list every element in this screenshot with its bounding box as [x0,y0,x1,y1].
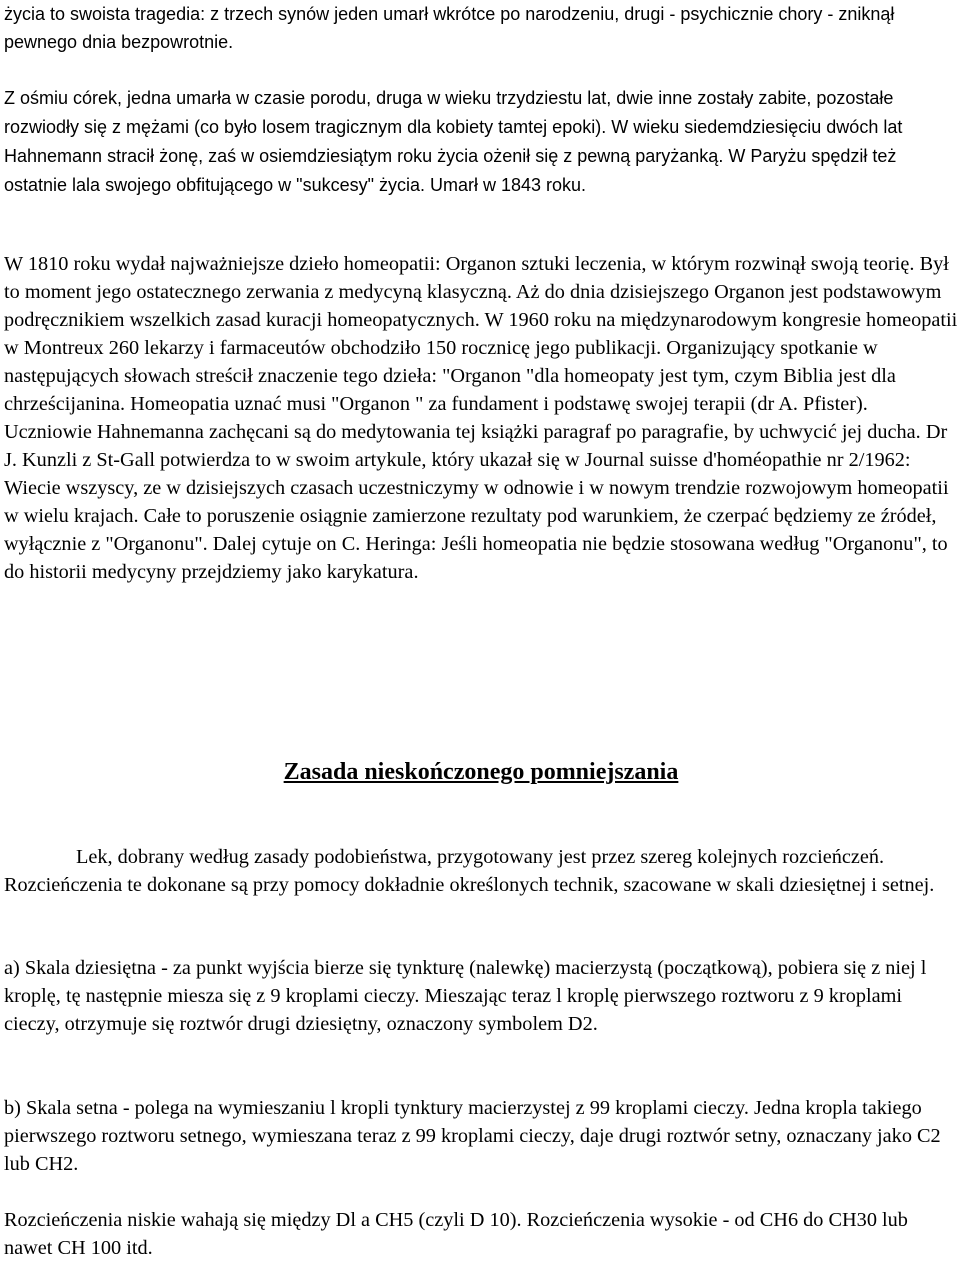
paragraph-centesimal-scale [4,1094,958,1178]
paragraph-text-sans: Z ośmiu córek, jedna umarła w czasie porodu, druga w wieku trzydziestu lat, dwie inne zostały zabite, pozostałe rozwiodły się z mężami (co było losem tragicznym dla kobiety tamtej epoki). [4,88,894,137]
paragraph-decimal-scale [4,954,958,1038]
paragraph-text: Rozcieńczenia niskie wahają się między Dl a CH5 (czyli D 10). Rozcieńczenia wysokie - od CH6 do CH30 lub nawet CH 100 itd. [4,1209,908,1259]
paragraph-family-tragedy [4,0,958,56]
paragraph-text-continued: W wieku siedemdziesięciu dwóch lat Hahnemann stracił żonę, zaś w osiemdziesiątym roku życia ożenił się z pewną paryżanką. W Paryżu spędził też ostatnie lala swojego obfitującego w "sukcesy" życia. Umarł w 1843 roku. [4,117,903,195]
section-heading: Zasada nieskończonego pomniejszania [283,759,679,785]
paragraph-text: a) Skala dziesiętna - za punkt wyjścia bierze się tynkturę (nalewkę) macierzystą (początkową), pobiera się z niej l kroplę, tę następnie miesza się z 9 kroplami cieczy. Mieszając teraz l kroplę pierwszego roztworu z 9 kroplami cieczy, otrzymuje się roztwór drugi dziesiętny, oznaczony symbolem D2. [4,957,927,1035]
paragraph-dilution-ranges [4,1206,958,1262]
paragraph-text: W 1810 roku wydał najważniejsze dzieło homeopatii: Organon sztuki leczenia, w którym rozwinął swoją teorię. Był to moment jego ostatecznego zerwania z medycyną klasyczną. Aż do dnia dzisiejszego Organon jest podstawowym podręcznikiem wszelkich zasad kuracji homeopatycznych. W 1960 roku na międzynarodowym kongresie homeopatii w Montreux 260 lekarzy i farmaceutów obchodziło 150 rocznicę jego publikacji. Organizujący spotkanie w następujących słowach streścił znaczenie tego dzieła: "Organon "dla homeopaty jest tym, czym Biblia jest dla chrześcijanina. Homeopatia uznać musi "Organon " za fundament i podstawę swojej terapii (dr A. Pfister). Uczniowie Hahnemanna zachęcani są do medytowania tej książki paragraf po paragrafie, by uchwycić jej ducha. Dr J. Kunzli z St-Gall potwierdza to w swoim artykule, który ukazał się w Journal suisse d'homéopathie nr 2/1962: Wiecie wszyscy, ze w dzisiejszych czasach uczestniczymy w odnowie i w nowym trendzie rozwojowym homeopatii w wielu krajach. Całe to poruszenie osiągnie zamierzone rezultaty pod warunkiem, że czerpać będziemy ze źródeł, wyłącznie z "Organonu". Dalej cytuje on C. Heringa: Jeśli homeopatia nie będzie stosowana według "Organonu", to do historii medycyny przejdziemy jako karykatura. [4,253,958,583]
paragraph-text: życia to swoista tragedia: z trzech synów jeden umarł wkrótce po narodzeniu, drugi - psychicznie chory - zniknął pewnego dnia bezpowrotnie. [4,4,895,52]
paragraph-organon [4,250,958,586]
paragraph-daughters [4,84,958,200]
paragraph-text: Lek, dobrany według zasady podobieństwa, przygotowany jest przez szereg kolejnych rozcieńczeń. Rozcieńczenia te dokonane są przy pomocy dokładnie określonych technik, szacowane w skali dziesiętnej i setnej. [4,846,935,896]
paragraph-text: b) Skala setna - polega na wymieszaniu l kropli tynktury macierzystej z 99 kroplami cieczy. Jedna kropla takiego pierwszego roztworu setnego, wymieszana teraz z 99 kroplami cieczy, daje drugi roztwór setny, oznaczany jako C2 lub CH2. [4,1097,941,1175]
paragraph-dilution-intro [4,843,958,899]
